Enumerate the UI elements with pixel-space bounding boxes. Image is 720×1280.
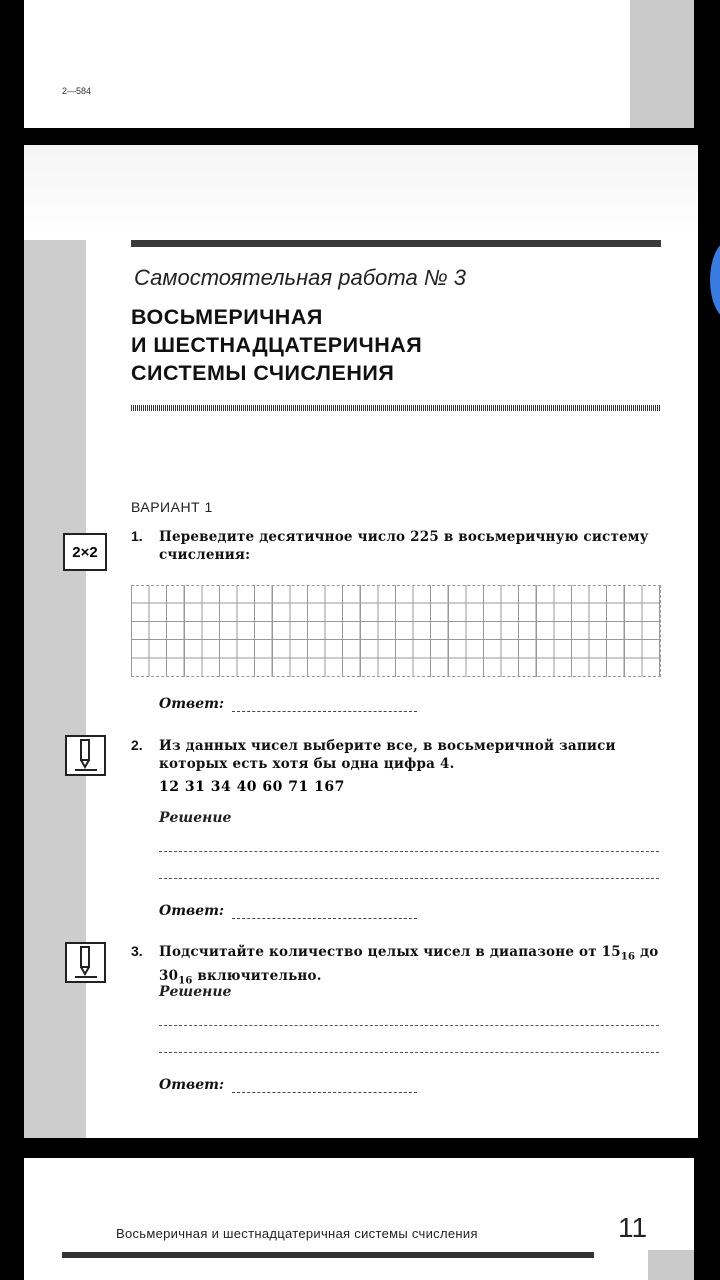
dotted-rule	[131, 405, 661, 411]
number-list: 12 31 34 40 60 71 167	[159, 779, 345, 795]
page-number: 11	[618, 1212, 648, 1243]
answer-label: Ответ:	[159, 903, 225, 919]
answer-field[interactable]	[232, 1092, 417, 1093]
answer-field[interactable]	[232, 711, 417, 712]
margin-band	[24, 240, 86, 1138]
title-line: ВОСЬМЕРИЧНАЯ	[131, 305, 323, 329]
page-edge	[630, 0, 694, 128]
worksheet-title	[131, 303, 422, 387]
task-text: Переведите десятичное число 225 в восьмеричную систему счисления:	[159, 529, 649, 563]
variant-label: ВАРИАНТ 1	[131, 499, 213, 515]
previous-page	[24, 0, 694, 128]
answer-row-2	[159, 903, 417, 919]
title-line: СИСТЕМЫ СЧИСЛЕНИЯ	[131, 361, 395, 385]
task-1	[131, 528, 671, 564]
footer-rule	[62, 1252, 594, 1258]
multiplication-icon: 2×2	[63, 533, 107, 571]
solution-line[interactable]	[159, 851, 659, 852]
answer-grid[interactable]	[131, 585, 661, 677]
solution-label: Решение	[159, 810, 232, 826]
solution-line[interactable]	[159, 1052, 659, 1053]
answer-label: Ответ:	[159, 696, 225, 712]
answer-field[interactable]	[232, 918, 417, 919]
solution-label: Решение	[159, 984, 232, 1000]
worksheet-subtitle: Самостоятельная работа № 3	[134, 265, 466, 290]
worksheet-page	[24, 145, 698, 1138]
top-rule	[131, 240, 661, 247]
task-text: Подсчитайте количество целых чисел в диапазоне от $15_{16}$ до $30_{16}$ включительно.	[159, 944, 659, 987]
pencil-icon	[65, 942, 106, 983]
page-code: 2—584	[62, 86, 92, 96]
answer-label: Ответ:	[159, 1077, 225, 1093]
task-number: 2.	[131, 737, 143, 753]
task-2	[131, 737, 671, 773]
title-line: И ШЕСТНАДЦАТЕРИЧНАЯ	[131, 333, 423, 357]
task-number: 1.	[131, 528, 143, 544]
task-text: Из данных чисел выберите все, в восьмеричной записи которых есть хотя бы одна цифра 4.	[159, 738, 616, 772]
pencil-icon	[65, 735, 106, 776]
floating-button[interactable]	[710, 240, 720, 320]
footer-title: Восьмеричная и шестнадцатеричная системы счисления	[116, 1226, 478, 1241]
task-number: 3.	[131, 943, 143, 959]
bleed-through	[24, 145, 698, 235]
solution-line[interactable]	[159, 878, 659, 879]
answer-row-3	[159, 1077, 417, 1093]
solution-line[interactable]	[159, 1025, 659, 1026]
answer-row-1	[159, 696, 417, 712]
page-edge	[648, 1250, 694, 1280]
next-page	[24, 1158, 694, 1280]
